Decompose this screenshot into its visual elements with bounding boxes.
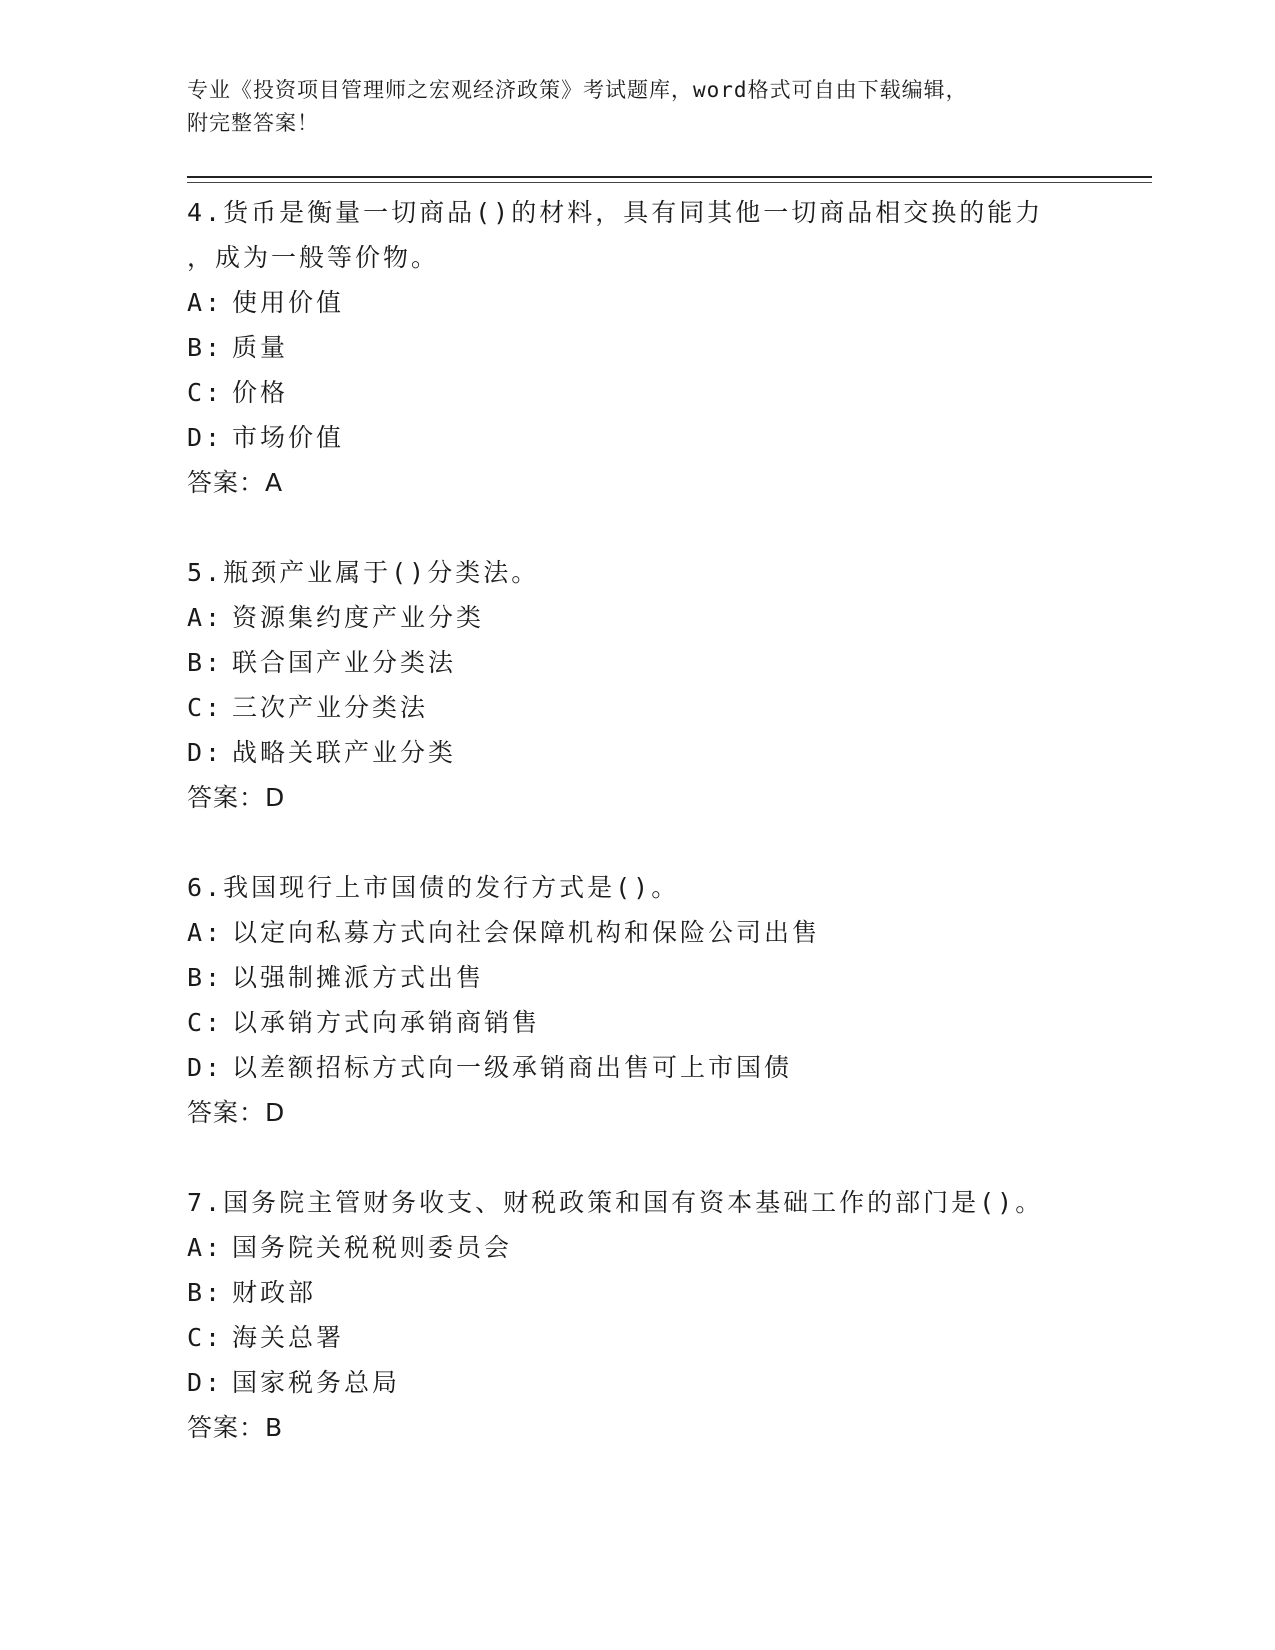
option-d [187,730,1067,775]
question-spacer [187,505,1067,550]
option-d [187,1360,1067,1405]
header-line-1: 专业《投资项目管理师之宏观经济政策》考试题库，word格式可自由下载编辑， [187,78,968,102]
answer: 答案：D [187,783,286,812]
question-spacer [187,1135,1067,1180]
option-text: 资源集约度产业分类 [232,603,485,632]
question-4 [187,190,1067,550]
option-text: 以承销方式向承销商销售 [232,1008,541,1037]
option-key: D: [187,1053,224,1082]
answer: 答案：D [187,1098,286,1127]
question-list [187,190,1067,1450]
question-6 [187,865,1067,1180]
option-text: 市场价值 [232,423,345,452]
option-a [187,910,1067,955]
option-text: 联合国产业分类法 [232,648,457,677]
option-key: A: [187,918,224,947]
question-7 [187,1180,1067,1450]
option-c [187,685,1067,730]
header-divider-thin [187,182,1152,183]
option-key: D: [187,423,224,452]
option-c [187,1000,1067,1045]
option-text: 国务院关税税则委员会 [232,1233,513,1262]
option-b [187,640,1067,685]
question-stem: 7.国务院主管财务收支、财税政策和国有资本基础工作的部门是()。 [187,1188,1044,1217]
option-a [187,1225,1067,1270]
option-c [187,1315,1067,1360]
header-line-2: 附完整答案！ [187,111,319,135]
question-stem-continued: ，成为一般等价物。 [187,243,440,272]
option-text: 战略关联产业分类 [232,738,457,767]
option-text: 以强制摊派方式出售 [232,963,485,992]
option-key: D: [187,738,224,767]
option-text: 国家税务总局 [232,1368,401,1397]
option-key: B: [187,963,224,992]
question-stem: 5.瓶颈产业属于()分类法。 [187,558,540,587]
option-text: 价格 [232,378,289,407]
option-a [187,595,1067,640]
option-d [187,415,1067,460]
answer: 答案：B [187,1413,284,1442]
question-5 [187,550,1067,865]
option-text: 以差额招标方式向一级承销商出售可上市国债 [232,1053,793,1082]
option-d [187,1045,1067,1090]
option-key: A: [187,1233,224,1262]
option-key: B: [187,1278,224,1307]
option-key: B: [187,333,224,362]
option-a [187,280,1067,325]
option-key: C: [187,1323,224,1352]
option-text: 海关总署 [232,1323,345,1352]
answer: 答案：A [187,468,284,497]
document-header [187,74,1067,140]
option-key: C: [187,693,224,722]
question-stem: 4.货币是衡量一切商品()的材料，具有同其他一切商品相交换的能力 [187,198,1044,227]
header-divider-thick [187,176,1152,178]
option-key: C: [187,378,224,407]
option-key: D: [187,1368,224,1397]
option-b [187,325,1067,370]
option-text: 财政部 [232,1278,317,1307]
option-b [187,955,1067,1000]
option-key: C: [187,1008,224,1037]
option-key: B: [187,648,224,677]
option-text: 质量 [232,333,289,362]
option-text: 三次产业分类法 [232,693,429,722]
option-text: 以定向私募方式向社会保障机构和保险公司出售 [232,918,821,947]
option-key: A: [187,288,224,317]
question-spacer [187,820,1067,865]
option-c [187,370,1067,415]
option-key: A: [187,603,224,632]
option-text: 使用价值 [232,288,345,317]
option-b [187,1270,1067,1315]
question-stem: 6.我国现行上市国债的发行方式是()。 [187,873,680,902]
